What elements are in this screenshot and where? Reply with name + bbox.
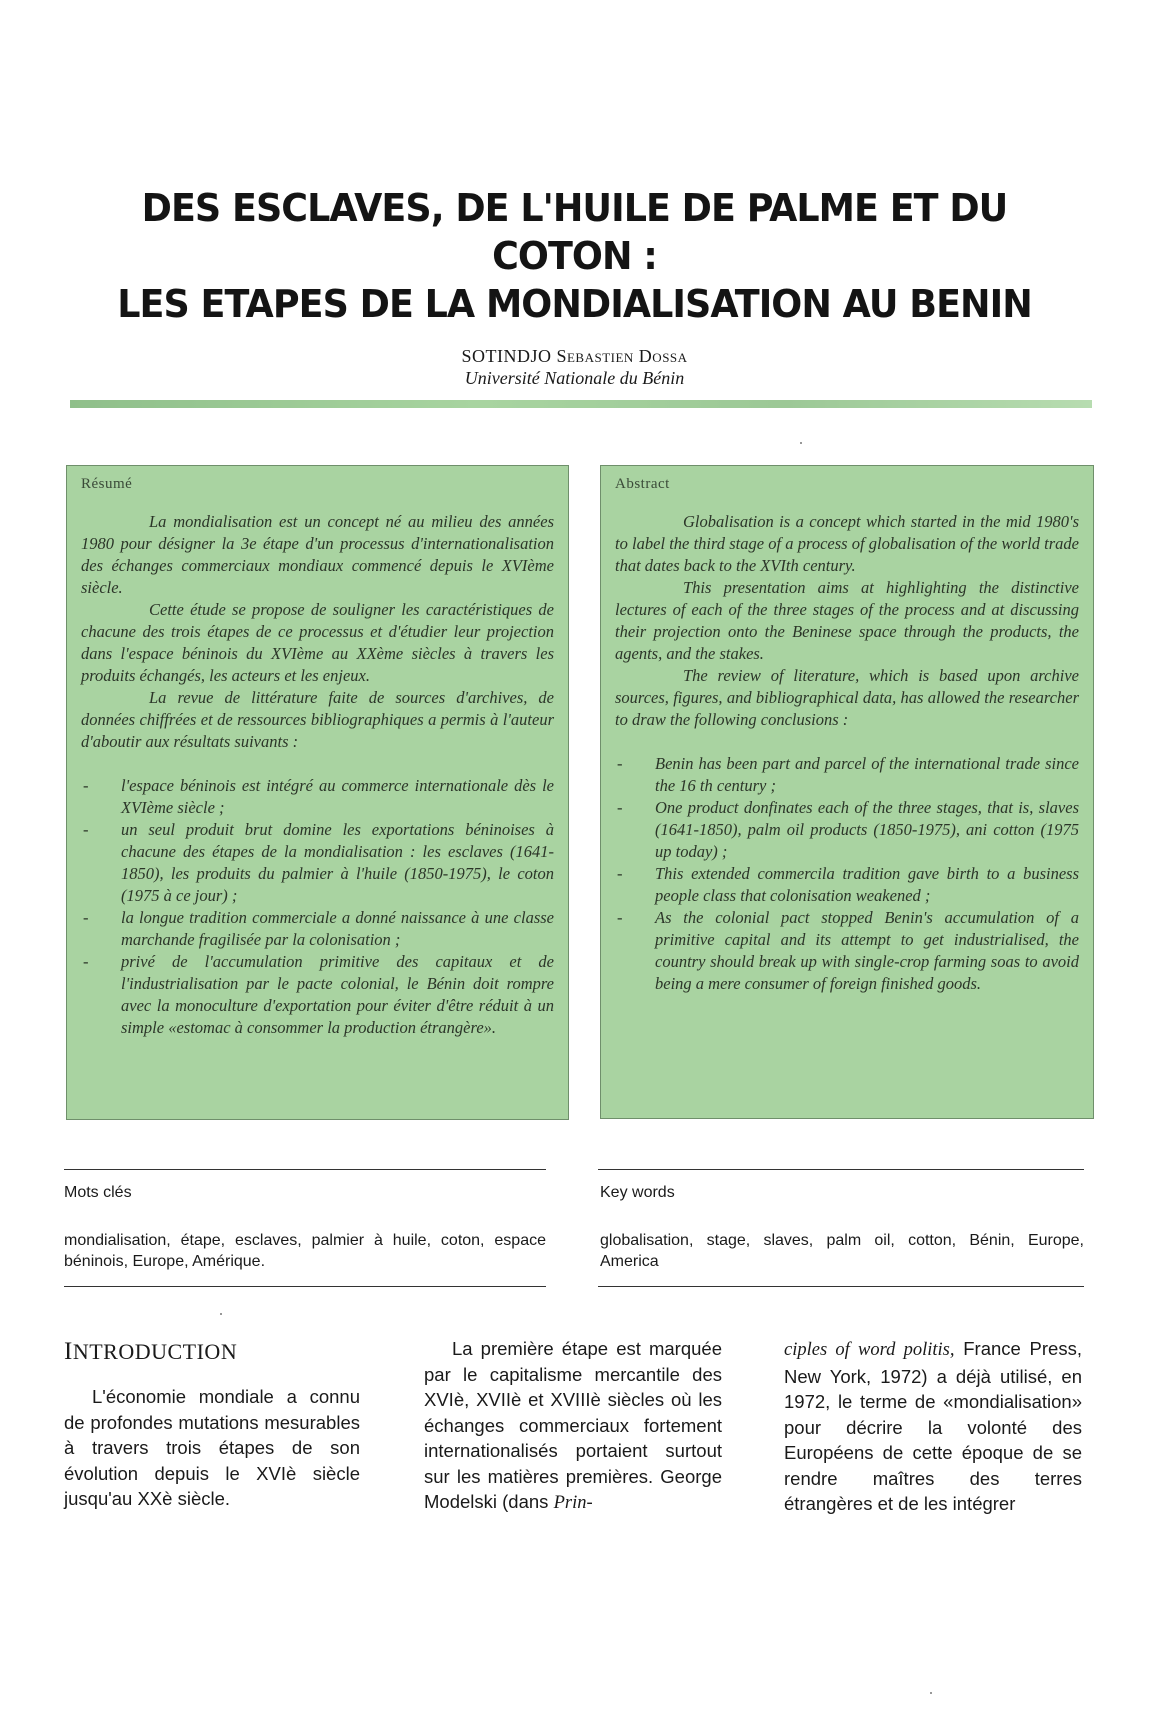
author-block [200, 345, 949, 389]
list-item: - l'espace béninois est intégré au commerce internationale dès le XVIème siècle ; [83, 776, 554, 817]
keywords-bottom-rule [598, 1286, 1084, 1287]
keywords-en-label: Key words [600, 1184, 675, 1201]
intro-column-2: La première étape est marquée par le capitalisme mercantile des XVIè, XVIIè et XVIIIè siècles où les échanges commerciaux fortement internationalisés portaient surtout sur les matières premières. George Modelski (dans Prin- [424, 1338, 722, 1513]
resume-box [66, 465, 569, 1120]
scan-speck [930, 1692, 932, 1694]
abstract-list [615, 753, 1079, 995]
list-item: - un seul produit brut domine les exportations béninoises à chacune des étapes de la mondialisation : les esclaves (1641-1850), les produits du palmier à l'huile (1850-1975), le coton (1975 à ce jour) ; [83, 820, 554, 905]
abstract-box [600, 465, 1094, 1119]
list-item: - la longue tradition commerciale a donné naissance à une classe marchande fragilisée par la colonisation ; [83, 908, 554, 949]
resume-list [81, 775, 554, 1039]
author-name: SOTINDJO Sebastien Dossa [461, 346, 688, 366]
abstract-paragraph: Globalisation is a concept which started in the mid 1980's to label the third stage of a process of globalisation of the world trade that dates back to the XVIth century. [615, 512, 1079, 575]
keywords-bottom-rule [64, 1286, 546, 1287]
intro-column-3: ciples of word politis, France Press, New York, 1972) a déjà utilisé, en 1972, le terme de «mondialisation» pour décrire la volonté des Européens de cette époque de se rendre maîtres des terres étrangères et de les intégrer [784, 1338, 1082, 1514]
scan-speck [220, 1313, 222, 1315]
list-item: - This extended commercila tradition gave birth to a business people class that colonisation weakened ; [617, 864, 1079, 905]
resume-paragraph: La revue de littérature faite de sources d'archives, de données chiffrées et de ressources bibliographiques a permis à l'auteur d'aboutir aux résultats suivants : [81, 688, 554, 751]
scan-speck [800, 442, 802, 444]
header-divider [70, 400, 1092, 408]
resume-paragraph: La mondialisation est un concept né au milieu des années 1980 pour désigner la 3e étape d'un processus d'internationalisation des échanges commerciaux mondiaux commencé depuis le XVIème siècle. [81, 512, 554, 597]
abstract-paragraph: This presentation aims at highlighting the distinctive lectures of each of the three stages of the process and at discussing their projection onto the Beninese space through the products, the agents, and the stakes. [615, 578, 1079, 663]
article-title [81, 184, 1069, 328]
keywords-top-rule [598, 1169, 1084, 1170]
author-affiliation: Université Nationale du Bénin [464, 368, 685, 388]
keywords-fr-text: mondialisation, étape, esclaves, palmier à huile, coton, espace béninois, Europe, Amérique. [64, 1232, 546, 1270]
intro-column-1: L'économie mondiale a connu de profondes mutations mesurables à travers trois étapes de son évolution depuis le XVIè siècle jusqu'au XXè siècle. [64, 1386, 360, 1509]
keywords-fr-label: Mots clés [64, 1184, 132, 1201]
keywords-top-rule [64, 1169, 546, 1170]
abstract-paragraph: The review of literature, which is based upon archive sources, figures, and bibliographical data, has allowed the researcher to draw the following conclusions : [615, 666, 1079, 729]
list-item: - Benin has been part and parcel of the international trade since the 16 th century ; [617, 754, 1079, 795]
list-item: - One product donfinates each of the three stages, that is, slaves (1641-1850), palm oil products (1850-1975), ani cotton (1975 up today) ; [617, 798, 1079, 861]
abstract-label: Abstract [615, 476, 670, 492]
list-item: - As the colonial pact stopped Benin's accumulation of a primitive capital and its attempt to get industrialised, the country should break up with single-crop farming soas to avoid being a mere consumer of foreign finished goods. [617, 908, 1079, 993]
resume-paragraph: Cette étude se propose de souligner les caractéristiques de chacune des trois étapes de ce processus et d'étudier leur projection dans l'espace béninois du XVIème au XXème siècles à travers les produits échangés, les acteurs et les enjeux. [81, 600, 554, 685]
resume-label: Résumé [81, 476, 133, 492]
title-line-1: DES ESCLAVES, DE L'HUILE DE PALME ET DU COTON : [141, 186, 1008, 278]
keywords-en-text: globalisation, stage, slaves, palm oil, cotton, Bénin, Europe, America [600, 1232, 1084, 1270]
title-line-2: LES ETAPES DE LA MONDIALISATION AU BENIN [117, 282, 1032, 326]
list-item: - privé de l'accumulation primitive des capitaux et de l'industrialisation par le pacte colonial, le Bénin doit rompre avec la monoculture d'exportation pour éviter d'être réduit à un simple «estomac à consommer la production étrangère». [83, 952, 554, 1037]
introduction-heading: INTRODUCTION [64, 1338, 238, 1365]
